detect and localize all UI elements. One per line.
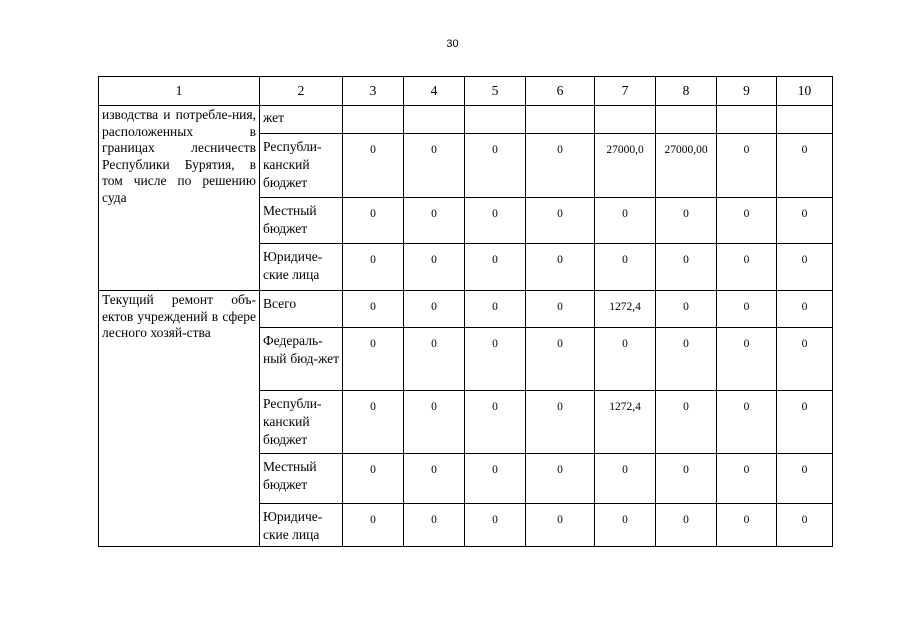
column-header: 1 xyxy=(99,77,260,106)
funding-source: Юридиче-ские лица xyxy=(260,504,343,547)
value-cell: 0 xyxy=(656,244,717,291)
value-cell: 0 xyxy=(777,454,833,504)
value-cell: 0 xyxy=(404,328,465,391)
value-cell xyxy=(404,106,465,134)
value-cell: 0 xyxy=(465,391,526,454)
value-cell: 27000,00 xyxy=(656,134,717,198)
value-cell: 0 xyxy=(404,134,465,198)
column-header: 2 xyxy=(260,77,343,106)
value-cell: 1272,4 xyxy=(595,391,656,454)
value-cell: 0 xyxy=(404,504,465,547)
value-cell: 0 xyxy=(404,454,465,504)
measure-description: изводства и потребле-ния, расположенных в границах лесничеств Республики Бурятия, в том числе по решению суда xyxy=(99,106,260,291)
value-cell: 0 xyxy=(656,454,717,504)
value-cell: 0 xyxy=(656,291,717,328)
funding-source: Местный бюджет xyxy=(260,198,343,244)
value-cell: 0 xyxy=(526,198,595,244)
value-cell: 0 xyxy=(656,391,717,454)
value-cell: 0 xyxy=(343,391,404,454)
value-cell: 0 xyxy=(656,328,717,391)
value-cell: 0 xyxy=(465,454,526,504)
funding-source: жет xyxy=(260,106,343,134)
value-cell: 0 xyxy=(404,244,465,291)
value-cell: 0 xyxy=(526,391,595,454)
value-cell: 0 xyxy=(526,134,595,198)
value-cell: 0 xyxy=(595,504,656,547)
value-cell xyxy=(343,106,404,134)
value-cell xyxy=(656,106,717,134)
value-cell: 0 xyxy=(465,244,526,291)
value-cell xyxy=(717,106,777,134)
value-cell: 0 xyxy=(595,244,656,291)
value-cell: 0 xyxy=(777,291,833,328)
value-cell: 0 xyxy=(343,328,404,391)
value-cell: 0 xyxy=(343,134,404,198)
value-cell: 0 xyxy=(465,134,526,198)
value-cell: 0 xyxy=(595,454,656,504)
header-row xyxy=(99,77,833,106)
value-cell: 0 xyxy=(526,454,595,504)
column-header: 9 xyxy=(717,77,777,106)
value-cell: 0 xyxy=(777,134,833,198)
value-cell: 0 xyxy=(526,328,595,391)
column-header: 8 xyxy=(656,77,717,106)
value-cell: 27000,0 xyxy=(595,134,656,198)
value-cell: 0 xyxy=(656,198,717,244)
value-cell: 0 xyxy=(777,391,833,454)
value-cell: 0 xyxy=(343,291,404,328)
value-cell: 0 xyxy=(465,291,526,328)
value-cell xyxy=(465,106,526,134)
value-cell: 0 xyxy=(777,504,833,547)
value-cell: 0 xyxy=(717,198,777,244)
value-cell: 0 xyxy=(343,244,404,291)
value-cell xyxy=(595,106,656,134)
table-row xyxy=(99,106,833,134)
value-cell: 0 xyxy=(717,244,777,291)
value-cell: 0 xyxy=(465,328,526,391)
column-header: 4 xyxy=(404,77,465,106)
measure-description: Текущий ремонт объ-ектов учреждений в сфере лесного хозяй-ства xyxy=(99,291,260,547)
column-header: 10 xyxy=(777,77,833,106)
value-cell xyxy=(777,106,833,134)
funding-source: Всего xyxy=(260,291,343,328)
value-cell: 0 xyxy=(717,291,777,328)
value-cell: 0 xyxy=(717,504,777,547)
value-cell: 0 xyxy=(777,198,833,244)
value-cell: 0 xyxy=(526,504,595,547)
funding-source: Республи-канский бюджет xyxy=(260,391,343,454)
column-header: 6 xyxy=(526,77,595,106)
value-cell: 0 xyxy=(526,291,595,328)
funding-source: Местный бюджет xyxy=(260,454,343,504)
value-cell: 0 xyxy=(404,391,465,454)
value-cell: 0 xyxy=(656,504,717,547)
value-cell xyxy=(526,106,595,134)
page-number: 30 xyxy=(446,38,459,50)
value-cell: 0 xyxy=(343,454,404,504)
value-cell: 0 xyxy=(343,198,404,244)
value-cell: 0 xyxy=(777,244,833,291)
funding-source: Федераль-ный бюд-жет xyxy=(260,328,343,391)
budget-table xyxy=(98,76,833,547)
column-header: 3 xyxy=(343,77,404,106)
value-cell: 0 xyxy=(404,291,465,328)
value-cell: 0 xyxy=(465,504,526,547)
value-cell: 0 xyxy=(717,134,777,198)
column-header: 5 xyxy=(465,77,526,106)
value-cell: 0 xyxy=(595,198,656,244)
value-cell: 0 xyxy=(595,328,656,391)
column-header: 7 xyxy=(595,77,656,106)
funding-source: Юридиче-ские лица xyxy=(260,244,343,291)
value-cell: 0 xyxy=(465,198,526,244)
value-cell: 1272,4 xyxy=(595,291,656,328)
value-cell: 0 xyxy=(526,244,595,291)
value-cell: 0 xyxy=(717,454,777,504)
value-cell: 0 xyxy=(343,504,404,547)
value-cell: 0 xyxy=(777,328,833,391)
value-cell: 0 xyxy=(717,328,777,391)
funding-source: Республи-канский бюджет xyxy=(260,134,343,198)
value-cell: 0 xyxy=(404,198,465,244)
table-row xyxy=(99,291,833,328)
value-cell: 0 xyxy=(717,391,777,454)
